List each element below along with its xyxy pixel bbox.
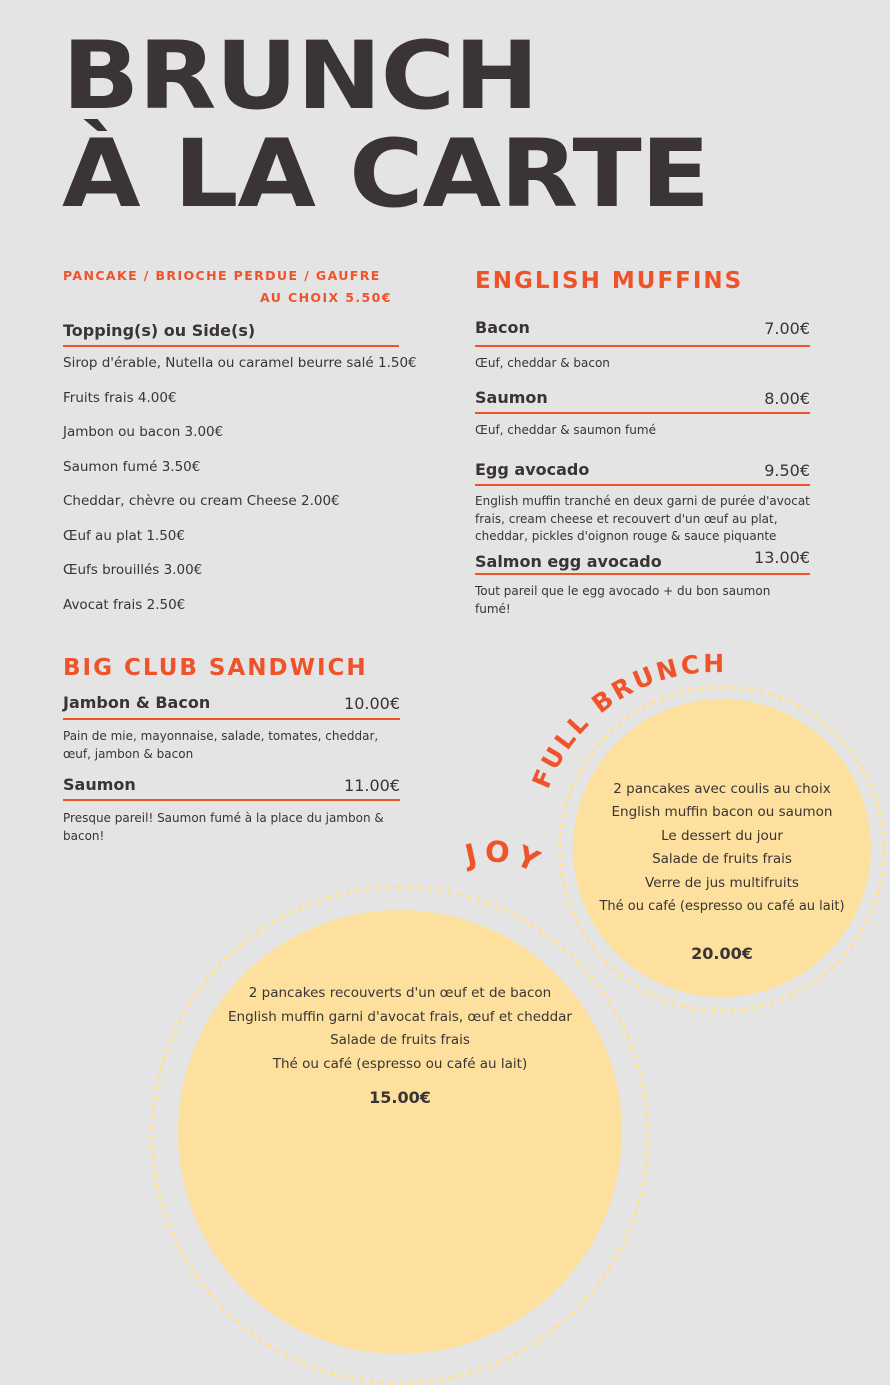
club-price-saumon: 11.00€ — [344, 776, 400, 795]
club-name-saumon: Saumon — [63, 775, 136, 794]
full-brunch-heading: FULL BRUNCH — [526, 649, 728, 793]
club-price-jambon-bacon: 10.00€ — [344, 694, 400, 713]
full-brunch-item: English muffin bacon ou saumon — [611, 804, 833, 820]
pancakes-heading-line-1: PANCAKE / BRIOCHE PERDUE / GAUFRE — [63, 268, 381, 283]
topping-item: Saumon fumé 3.50€ — [63, 459, 201, 475]
full-brunch-item: 2 pancakes avec coulis au choix — [613, 781, 831, 797]
muffin-price-salmon-egg-avocado: 13.00€ — [754, 548, 810, 567]
pancakes-heading-line-2: AU CHOIX 5.50€ — [260, 290, 392, 305]
club-heading: BIG CLUB SANDWICH — [63, 655, 368, 681]
joy-heading: JOY — [461, 834, 550, 881]
muffin-name-egg-avocado: Egg avocado — [475, 460, 590, 479]
muffin-desc-salmon-egg-avocado: Tout pareil que le egg avocado + du bon saumon fumé! — [475, 584, 771, 616]
joy-item: Salade de fruits frais — [330, 1032, 470, 1048]
title-line-1: BRUNCH — [62, 22, 538, 131]
club-desc-saumon: Presque pareil! Saumon fumé à la place du jambon & bacon! — [63, 811, 384, 843]
topping-item: Cheddar, chèvre ou cream Cheese 2.00€ — [63, 493, 340, 509]
club-desc-jambon-bacon: Pain de mie, mayonnaise, salade, tomates, cheddar, œuf, jambon & bacon — [63, 729, 379, 761]
full-brunch-item: Salade de fruits frais — [652, 851, 792, 867]
full-brunch-price: 20.00€ — [691, 944, 753, 963]
muffin-price-bacon: 7.00€ — [764, 319, 810, 338]
muffins-heading: ENGLISH MUFFINS — [475, 268, 744, 294]
topping-item: Œuf au plat 1.50€ — [63, 528, 185, 544]
topping-item: Jambon ou bacon 3.00€ — [63, 424, 224, 440]
joy-item: Thé ou café (espresso ou café au lait) — [272, 1056, 528, 1072]
joy-item: 2 pancakes recouverts d'un œuf et de bacon — [248, 985, 552, 1001]
muffin-desc-saumon: Œuf, cheddar & saumon fumé — [475, 423, 656, 437]
club-name-jambon-bacon: Jambon & Bacon — [63, 693, 211, 712]
title-line-2: À LA CARTE — [62, 120, 710, 229]
topping-item: Œufs brouillés 3.00€ — [63, 562, 203, 578]
topping-item: Fruits frais 4.00€ — [63, 390, 177, 406]
full-brunch-item: Thé ou café (espresso ou café au lait) — [599, 899, 845, 914]
topping-item: Avocat frais 2.50€ — [63, 597, 186, 613]
muffin-name-salmon-egg-avocado: Salmon egg avocado — [475, 552, 662, 571]
muffin-desc-egg-avocado: English muffin tranché en deux garni de purée d'avocat frais, cream cheese et recouvert d'un œuf au plat, cheddar, pickles d'oignon rouge & sauce piquante — [475, 494, 810, 543]
muffin-name-bacon: Bacon — [475, 318, 530, 337]
muffin-name-saumon: Saumon — [475, 388, 548, 407]
joy-item: English muffin garni d'avocat frais, œuf et cheddar — [228, 1009, 572, 1025]
full-brunch-item: Verre de jus multifruits — [645, 875, 799, 891]
topping-item: Sirop d'érable, Nutella ou caramel beurre salé 1.50€ — [63, 355, 417, 371]
muffin-desc-bacon: Œuf, cheddar & bacon — [475, 356, 610, 370]
full-brunch-item: Le dessert du jour — [661, 828, 783, 844]
muffin-price-saumon: 8.00€ — [764, 389, 810, 408]
toppings-subheading: Topping(s) ou Side(s) — [63, 321, 256, 340]
joy-price: 15.00€ — [369, 1088, 431, 1107]
muffin-price-egg-avocado: 9.50€ — [764, 461, 810, 480]
